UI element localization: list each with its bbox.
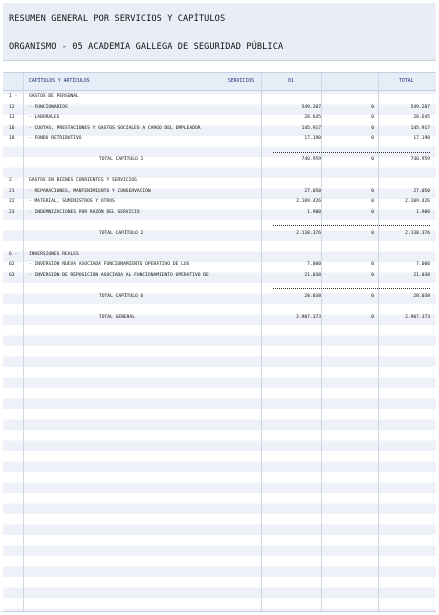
row-description: - MATERIAL, SUMINISTROS Y OTROS	[29, 199, 115, 204]
table-row	[3, 123, 436, 134]
header-col-01: 01	[288, 79, 294, 84]
row-code: 21	[9, 188, 15, 194]
value-col-02: 0	[371, 230, 374, 236]
row-description: - FUNCIONARIOS	[29, 104, 68, 110]
table-row	[3, 238, 436, 249]
table-row	[3, 186, 436, 197]
row-code: 6 -	[9, 251, 18, 257]
row-description: GASTOS DE PERSONAL	[29, 94, 79, 99]
row-code: 12	[9, 104, 15, 110]
table-row	[3, 259, 436, 270]
value-total: 7.000	[416, 262, 430, 267]
value-col-02: 0	[371, 125, 374, 131]
value-total: 549.207	[410, 104, 430, 110]
table-row	[3, 207, 436, 218]
value-total: 2.109.426	[405, 199, 430, 204]
row-code: 16	[9, 125, 15, 131]
table-header	[3, 73, 436, 91]
value-col-01: 549.207	[301, 104, 321, 110]
value-col-02: 0	[371, 188, 374, 194]
total-row	[3, 228, 436, 239]
value-col-02: 0	[371, 209, 374, 215]
subtotal-separator	[273, 288, 430, 289]
value-total: 28.645	[413, 115, 430, 120]
value-total: 17.190	[413, 136, 430, 141]
row-description: - INDEMNIZACIONES POR RAZÓN DEL SERVICIO	[29, 209, 140, 215]
value-col-02: 0	[371, 104, 374, 110]
table-row	[3, 196, 436, 207]
total-label: TOTAL CAPÍTULO 6	[99, 293, 144, 299]
table-row	[3, 112, 436, 123]
subtotal-separator	[273, 225, 430, 226]
budget-table	[3, 72, 436, 612]
report-title: RESUMEN GENERAL POR SERVICIOS Y CAPÍTULOS	[9, 14, 226, 24]
row-description: - INVERSIÓN DE REPOSICIÓN ASOCIADA AL FUNCIONAMIENTO OPERATIVO DE	[29, 272, 209, 278]
header-total: TOTAL	[399, 79, 414, 84]
value-col-02: 0	[371, 157, 374, 162]
table-row	[3, 133, 436, 144]
row-code: 22	[9, 199, 15, 204]
value-col-01: 21.038	[304, 272, 321, 278]
row-code: 62	[9, 262, 15, 267]
value-col-02: 0	[371, 199, 374, 204]
header-chapters: CAPÍTULOS Y ARTÍCULOS	[29, 79, 90, 84]
value-col-01: 2.109.426	[296, 199, 321, 204]
value-col-01: 2.907.373	[296, 314, 321, 320]
value-col-01: 2.138.376	[296, 230, 321, 236]
row-description: GASTOS EN BIENES CORRIENTES Y SERVICIOS	[29, 178, 137, 183]
value-col-02: 0	[371, 272, 374, 278]
row-description: - CUOTAS, PRESTACIONES Y GASTOS SOCIALES A CARGO DEL EMPLEADOR	[29, 125, 201, 131]
value-col-02: 0	[371, 314, 374, 320]
row-description: - LABORALES	[29, 115, 60, 120]
row-description: - FONDO RETRIBUTIVO	[29, 136, 82, 141]
table-row	[3, 270, 436, 281]
value-col-01: 28.645	[304, 115, 321, 120]
value-col-02: 0	[371, 136, 374, 141]
value-col-01: 145.917	[301, 125, 321, 131]
value-col-02: 0	[371, 293, 374, 299]
value-total: 21.038	[413, 272, 430, 278]
value-total: 2.138.376	[405, 230, 430, 236]
total-row	[3, 291, 436, 302]
value-col-02: 0	[371, 262, 374, 267]
row-description: INVERSIONES REALES	[29, 251, 79, 257]
row-code: 1 -	[9, 94, 18, 99]
row-code: 23	[9, 209, 15, 215]
total-label: TOTAL GENERAL	[99, 314, 135, 320]
table-row	[3, 165, 436, 176]
organism-bar	[3, 33, 436, 61]
row-code: 13	[9, 115, 15, 120]
value-total: 28.038	[413, 293, 430, 299]
total-label: TOTAL CAPÍTULO 1	[99, 157, 144, 162]
table-row	[3, 102, 436, 113]
value-total: 27.050	[413, 188, 430, 194]
subtotal-separator	[273, 152, 430, 153]
value-total: 145.917	[410, 125, 430, 131]
value-col-01: 28.038	[304, 293, 321, 299]
report-title-bar	[3, 3, 436, 34]
value-col-01: 7.000	[307, 262, 321, 267]
value-col-01: 17.190	[304, 136, 321, 141]
value-col-02: 0	[371, 115, 374, 120]
value-total: 1.900	[416, 209, 430, 215]
total-row	[3, 312, 436, 323]
row-description: - INVERSIÓN NUEVA ASOCIADA FUNCIONAMIENTO OPERATIVO DE LOS	[29, 262, 190, 267]
value-col-01: 27.050	[304, 188, 321, 194]
total-label: TOTAL CAPÍTULO 2	[99, 230, 144, 236]
table-row	[3, 175, 436, 186]
row-description: - REPARACIONES, MANTENIMIENTO Y CONSERVACIÓN	[29, 188, 151, 194]
row-code: 18	[9, 136, 15, 141]
row-code: 2 -	[9, 178, 18, 183]
total-row	[3, 154, 436, 165]
value-total: 740.959	[410, 157, 430, 162]
header-services: SERVICIOS	[228, 79, 254, 84]
table-row	[3, 91, 436, 102]
organism-title: ORGANISMO - 05 ACADEMIA GALLEGA DE SEGURIDAD PÚBLICA	[9, 42, 284, 52]
table-row	[3, 301, 436, 312]
value-col-01: 1.900	[307, 209, 321, 215]
row-code: 63	[9, 272, 15, 278]
value-total: 2.907.373	[405, 314, 430, 320]
table-row	[3, 249, 436, 260]
value-col-01: 740.959	[301, 157, 321, 162]
